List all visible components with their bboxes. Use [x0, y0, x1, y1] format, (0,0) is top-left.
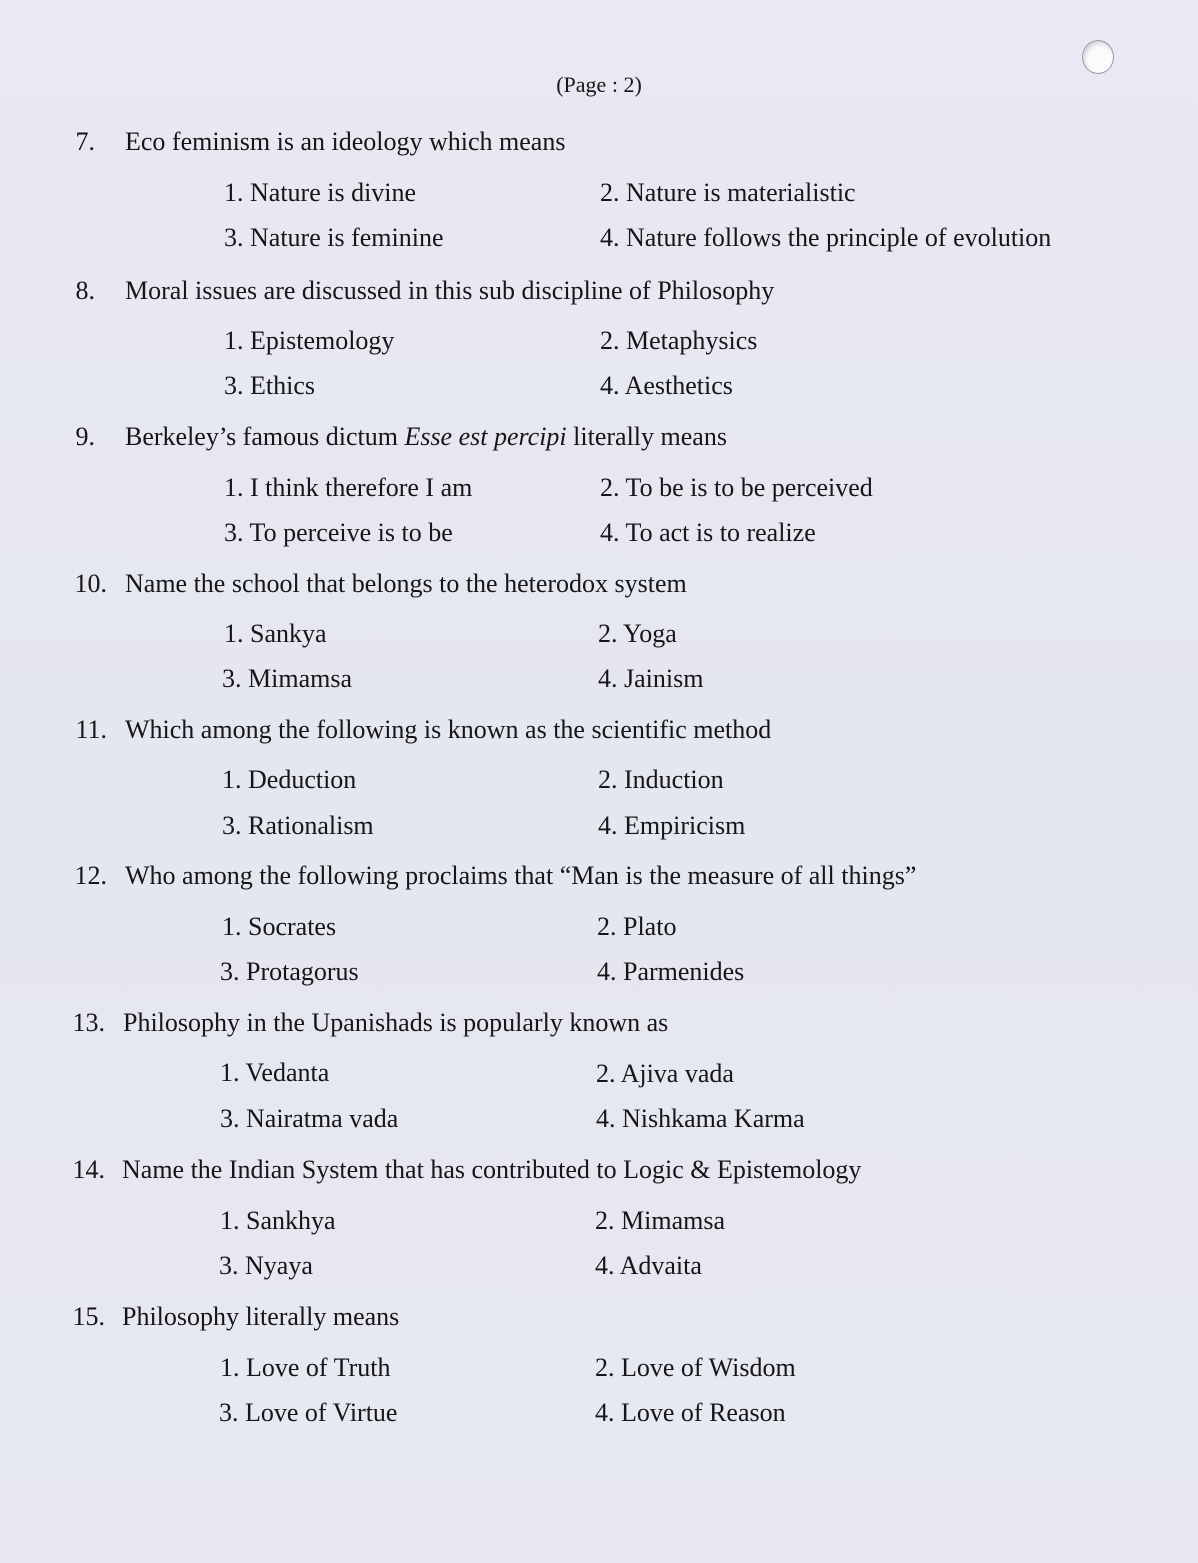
option-4: 4. Empiricism: [598, 811, 746, 840]
question-number: 11.: [75, 715, 107, 744]
question-text-before: Berkeley’s famous dictum: [125, 422, 405, 451]
option-3: 3. Nyaya: [219, 1251, 313, 1280]
option-1: 1. Sankhya: [220, 1206, 336, 1235]
question-text-after: literally means: [566, 422, 727, 451]
option-3: 3. Protagorus: [220, 957, 359, 986]
option-2: 2. Metaphysics: [600, 326, 758, 355]
option-4: 4. Nature follows the principle of evolution: [600, 223, 1052, 252]
question-number: 7.: [75, 127, 95, 156]
option-3: 3. Nairatma vada: [220, 1104, 399, 1133]
option-2: 2. Induction: [598, 765, 724, 794]
question-text: Name the Indian System that has contributed to Logic & Epistemology: [122, 1155, 862, 1184]
option-3: 3. Love of Virtue: [219, 1398, 398, 1427]
option-1: 1. Epistemology: [224, 326, 395, 355]
punch-hole: [1082, 40, 1114, 74]
question-text: Philosophy in the Upanishads is popularly known as: [123, 1008, 669, 1037]
option-4: 4. Jainism: [598, 664, 704, 693]
option-2: 2. Nature is materialistic: [600, 178, 856, 207]
option-3: 3. Ethics: [224, 371, 315, 400]
question-text: Which among the following is known as the scientific method: [125, 715, 772, 744]
option-3: 3. To perceive is to be: [224, 518, 453, 547]
option-4: 4. Aesthetics: [600, 371, 733, 400]
option-1: 1. I think therefore I am: [224, 473, 473, 502]
question-number: 8.: [75, 276, 95, 305]
option-4: 4. Love of Reason: [595, 1398, 786, 1427]
question-text: Philosophy literally means: [122, 1302, 400, 1331]
latin-dictum: Esse est percipi: [404, 422, 567, 451]
option-1: 1. Love of Truth: [220, 1353, 391, 1382]
option-1: 1. Socrates: [222, 912, 337, 941]
option-2: 2. Yoga: [598, 619, 677, 648]
option-2: 2. Mimamsa: [595, 1206, 725, 1235]
question-number: 10.: [74, 569, 107, 598]
option-1: 1. Vedanta: [220, 1058, 330, 1087]
option-4: 4. Advaita: [595, 1251, 702, 1280]
option-4: 4. To act is to realize: [600, 518, 816, 547]
question-text: Moral issues are discussed in this sub discipline of Philosophy: [125, 276, 775, 305]
option-1: 1. Nature is divine: [224, 178, 417, 207]
question-number: 9.: [75, 422, 95, 451]
page-number: (Page : 2): [556, 72, 642, 97]
option-2: 2. Ajiva vada: [596, 1059, 734, 1088]
option-2: 2. Love of Wisdom: [595, 1353, 796, 1382]
question-text: [125, 422, 727, 452]
option-1: 1. Sankya: [224, 619, 327, 648]
option-3: 3. Rationalism: [222, 811, 374, 840]
option-2: 2. Plato: [597, 912, 677, 941]
question-text: Eco feminism is an ideology which means: [125, 127, 566, 156]
question-text: Who among the following proclaims that “Man is the measure of all things”: [125, 861, 917, 890]
option-2: 2. To be is to be perceived: [600, 473, 873, 502]
option-4: 4. Nishkama Karma: [596, 1104, 805, 1133]
question-number: 12.: [74, 861, 107, 890]
option-1: 1. Deduction: [222, 765, 357, 794]
question-number: 13.: [72, 1008, 105, 1037]
question-number: 15.: [72, 1302, 105, 1331]
option-3: 3. Nature is feminine: [224, 223, 444, 252]
option-4: 4. Parmenides: [597, 957, 745, 986]
question-number: 14.: [72, 1155, 105, 1184]
option-3: 3. Mimamsa: [222, 664, 352, 693]
question-text: Name the school that belongs to the heterodox system: [125, 569, 687, 598]
